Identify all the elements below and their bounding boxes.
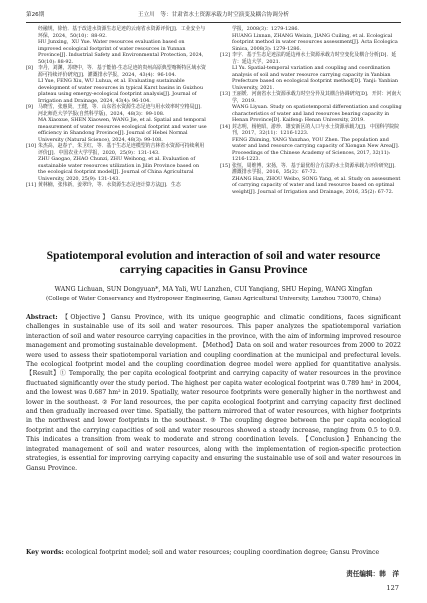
responsible-editor: 责任编辑：韩 洋 bbox=[346, 570, 399, 578]
reference-text: ZHANG Han, ZHOU Weibo, SONG Yang, et al. Study on assessment of carrying capacity of water and land resource based on optimal weight[J]. Journal of Irrigation and Drainage, 2016, 35(2): 67-72. bbox=[232, 175, 401, 195]
reference-entry bbox=[220, 163, 402, 176]
paper-title bbox=[26, 249, 401, 277]
reference-text: 经融规，徐怡．基于改进水资源生态足迹的云南省水资源评价[J]．工业安全与环保，2024，50(10)：88-92. bbox=[38, 26, 206, 39]
reference-number: [8] bbox=[26, 65, 33, 71]
reference-text: MA Xiaoxue, SHEN Xiaowen, WANG Jie, et al. Spatial and temporal measurement of water resources ecological footprint and water use efficiency in Shandong Province[J]. Journal of Hebei Normal University (Natural Science), 2024, 48(3): 99-108. bbox=[38, 117, 207, 143]
reference-text: WANG Liyuan. Study on spatiotemporal differentiation and coupling characteristics of water and land resources bearing capacity in Henan Province[D]. Kaifeng: Henan University, 2019. bbox=[232, 104, 402, 123]
reference-text: 封志明，杨艳昭，游珍．雄安新区的人口与水土资源承载力[J]．中国科学院院刊，2017，32(11)：1216-1223. bbox=[232, 123, 400, 136]
reference-text: 黄林楠，张伟新，姜翠玲，等．水资源生态足迹计算方法[J]．生态 bbox=[38, 182, 181, 188]
reference-number: [11] bbox=[26, 182, 37, 188]
reference-entry bbox=[26, 78, 208, 104]
reference-entry bbox=[220, 65, 402, 91]
reference-text: 李丹，刘渊，苏晓中，等．基于能值-生态足迹的贵州高原典型喀斯特区域水资源可持续评价研究[J]．灌溉排水学报，2024，43(4)：96-104. bbox=[38, 65, 206, 78]
running-title: 王立川 等：甘肃省水土资源承载力时空演变及耦合协调分析 bbox=[137, 12, 290, 18]
references-section bbox=[26, 26, 401, 232]
references-right-column bbox=[220, 26, 402, 195]
reference-entry bbox=[26, 65, 208, 78]
abstract-text: 【Objective】Gansu Province, with its unique geographic and climatic conditions, faces significant challenges in sustainable use of its soil and water resources. This paper analyzes the spatiotemporal variation interaction of soil and water resource carrying capacities in the province, with the aim of informing improved resource management and promoting sustainable development. 【Method】Data on soil and water resources from 2000 to 2022 were used to assess their spatiotemporal variation and coupling coordination at the municipal and prefectural levels. The ecological footprint model and the coupling coordination degree model were applied for quantitative analysis. 【Result】① Temporally, the per capita ecological footprint and carrying capacity of water resources in the province fluctuated significantly over the study period. The highest per capita water ecological footprint was 0.789 hm² in 2004, and the lowest was 0.687 hm² in 2019. Spatially, water resource footprints were generally higher in the northwest and lower in the southeast. ② For land resources, the per capita ecological footprint and carrying capacity first declined and then gradually increased over time. Spatially, the pattern mirrored that of water resources, with higher footprints in the northwest and lower footprints in the southeast. ③ The coupling degree between the per capita ecological footprint and the carrying capacities of soil and water resources showed a steady increase, ranging from 0.5 to 0.9. This indicates a transition from weak to moderate and strong coordination levels. 【Conclusion】Enhancing the integrated management of soil and water resources, along with the implementation of region-specific protection strategies, is essential for improving carrying capacity and ensuring the sustainable use of soil and water resources in Gansu Province. bbox=[26, 314, 401, 472]
reference-number: [14] bbox=[220, 123, 231, 130]
reference-entry bbox=[26, 117, 208, 143]
reference-entry bbox=[26, 39, 208, 65]
reference-number: [12] bbox=[220, 52, 231, 58]
reference-entry bbox=[220, 176, 402, 196]
reference-text: FENG Zhiming, YANG Yanzhao, YOU Zhen. The population and water and land resource carrying capacity of Xiongan New Area[J]. Proceedings of the Chinese Academy of Sciences, 2017, 32(11): 1216-1223. bbox=[232, 136, 400, 162]
reference-text: 李宇．基于生态足迹法的延边州水土资源承载力时空变化及耦合分析[D]．延吉：延边大学，2021. bbox=[232, 52, 397, 65]
reference-entry bbox=[220, 137, 402, 163]
reference-text: 学报，2008(3)：1279-1286. bbox=[232, 26, 300, 32]
reference-text: 马晓雪，张惠贤，王健，等．山东省水资源生态足迹与用水效率时空格局[J]．河北师范大学学报(自然科学版)，2024，48(3)：99-108. bbox=[38, 104, 206, 117]
reference-entry bbox=[220, 33, 402, 53]
reference-text: LI Yu. Spatial-temporal variation and coupling and coordination analysis of soil and water resource carrying capacity in Yanbian Prefecture based on ecological footprint method[D]. Yanji: Yanbian University, 2021. bbox=[232, 65, 399, 91]
reference-entry bbox=[26, 143, 208, 156]
reference-text: 朱杰高，赵春子，朱卫红，等．基于生态足迹模型的吉林省水资源可持续利用评价[J]．中国农业大学学报，2020，25(9)：131-143. bbox=[38, 143, 205, 156]
reference-entry bbox=[220, 52, 402, 65]
reference-entry bbox=[26, 156, 208, 182]
keywords-text: ecological footprint model; soil and water resources; coupling coordination degree; Gansu Province bbox=[65, 549, 380, 556]
affiliation: (College of Water Conservancy and Hydropower Engineering, Gansu Agricultural University, Lanzhou 730070, China) bbox=[46, 296, 381, 302]
reference-number bbox=[220, 137, 232, 163]
author-list: WANG Lichuan, SUN Dongyuan*, MA Yali, WU Lanzhen, CUI Yanqiang, SHU Heping, WANG Xingfan bbox=[54, 286, 373, 293]
title-line-2: carrying capacities in Gansu Province bbox=[119, 263, 308, 276]
reference-entry bbox=[26, 104, 208, 117]
reference-number bbox=[26, 26, 38, 39]
reference-entry bbox=[220, 124, 402, 137]
reference-number: [15] bbox=[220, 162, 231, 169]
reference-number: [13] bbox=[220, 91, 231, 97]
abstract-label: Abstract: bbox=[26, 314, 58, 321]
keywords bbox=[26, 548, 401, 557]
reference-number bbox=[26, 117, 38, 143]
reference-text: HUANG Linnan, ZHANG Weixin, JIANG Cuiling, et al. Ecological footprint method in water resources assessment[J]. Acta Ecologica Sinica, 2008(3): 1279-1286. bbox=[232, 32, 398, 52]
reference-number bbox=[220, 104, 232, 124]
references-left-column bbox=[26, 26, 208, 189]
header-rule bbox=[26, 22, 401, 23]
reference-text: 张恒，周维博，宋扬，等．基于最优组合方法的水土资源承载力评价研究[J]．灌溉排水学报，2016，35(2)：67-72. bbox=[232, 162, 400, 175]
reference-number bbox=[26, 78, 38, 104]
reference-text: LI Yue, FENG Xiu, WU Luhua, et al. Evaluating sustainable development of water resources in typical Karst basins in Guizhou plateau using emergy-ecological footprint analysis[J]. Journal of Irrigation and Drainage, 2024, 43(4): 96-104. bbox=[38, 78, 204, 104]
reference-number: [10] bbox=[26, 143, 37, 149]
reference-number bbox=[26, 39, 38, 65]
reference-entry bbox=[220, 91, 402, 104]
reference-number: [9] bbox=[26, 104, 33, 110]
reference-text: 王丽媛．河南省水土资源承载力时空分异及其耦合协调研究[D]．开封：河南大学，2019. bbox=[232, 91, 402, 104]
issue-number: 第26期 bbox=[26, 12, 45, 18]
page-number: 127 bbox=[386, 584, 399, 592]
reference-entry bbox=[26, 26, 208, 39]
reference-number bbox=[26, 156, 38, 182]
title-line-1: Spatiotemporal evolution and interaction of soil and water resource bbox=[46, 249, 381, 262]
page-header bbox=[26, 8, 401, 22]
reference-number bbox=[220, 176, 232, 196]
reference-entry bbox=[26, 182, 208, 189]
keywords-label: Key words: bbox=[26, 549, 64, 556]
reference-number bbox=[220, 65, 232, 91]
reference-text: ZHU Gaogao, ZHAO Chunzi, ZHU Weihong, et al. Evaluation of sustainable water resources utilization in Jilin Province based on the ecological footprint model[J]. Journal of China Agricultural University, 2020, 25(9): 131-143. bbox=[38, 156, 200, 182]
reference-text: HU Junxing，XU Yue. Water resources evaluation based on improved ecological footprint of water resources in Yunnan Province[J]. Industrial Safety and Environmental Protection, 2024, 50(10): 88-92. bbox=[38, 39, 204, 65]
reference-number bbox=[220, 33, 232, 53]
reference-entry bbox=[220, 104, 402, 124]
abstract bbox=[26, 313, 401, 473]
